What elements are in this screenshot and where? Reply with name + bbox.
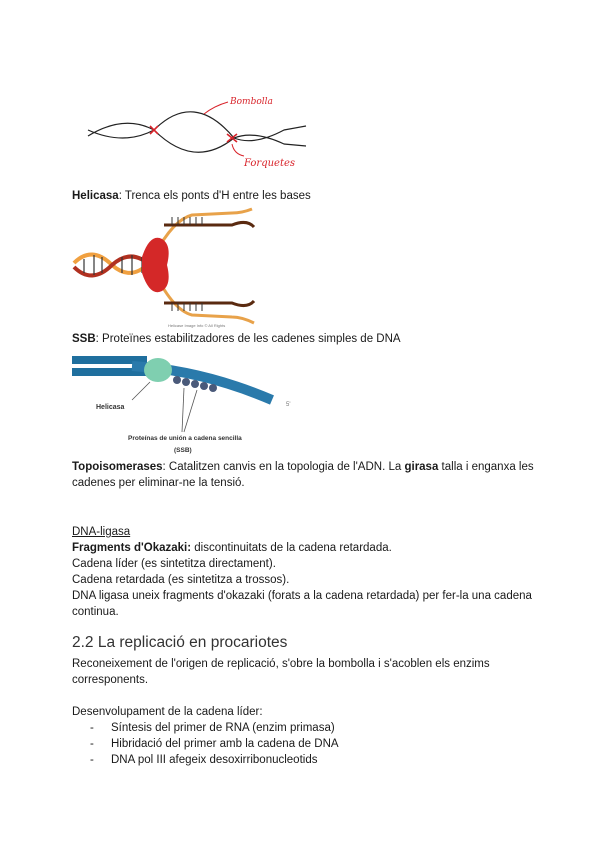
- helicasa-desc: : Trenca els ponts d'H entre les bases: [118, 190, 311, 202]
- ssb-desc: : Proteïnes estabilitzadores de les cadenes simples de DNA: [95, 333, 401, 345]
- replication-bubble-sketch: [84, 86, 314, 178]
- ligasa-function-line: DNA ligasa uneix fragments d'okazaki (forats a la cadena retardada) per fer-la una cadena continua.: [72, 590, 532, 618]
- okazaki-desc: discontinuitats de la cadena retardada.: [191, 542, 392, 554]
- bubble-label: Bombolla: [230, 97, 273, 107]
- leading-strand-line: Cadena líder (es sintetitza directament).: [72, 558, 276, 570]
- helicase-diagram: [72, 205, 272, 330]
- helicase-figure-caption: Helicase Image Info © All Rights: [168, 323, 226, 328]
- section-paragraph: Reconeixement de l'origen de replicació, s'obre la bombolla i s'acoblen els enzims corresponents.: [72, 658, 490, 686]
- topoisomerases-term: Topoisomerases: [72, 461, 163, 473]
- topoisomerases-definition: [72, 459, 542, 491]
- ssb-proteins-label: Proteínas de unión a cadena sencilla: [128, 435, 242, 442]
- dna-ligasa-title: DNA-ligasa: [72, 526, 131, 538]
- helicasa-label: Helicasa: [96, 404, 125, 411]
- ssb-diagram: [72, 348, 302, 458]
- helicasa-term: Helicasa: [72, 190, 119, 202]
- section-heading: 2.2 La replicació en procariotes: [72, 634, 288, 651]
- lagging-strand-line: Cadena retardada (es sintetitza a trossos).: [72, 574, 290, 586]
- list-item: - Síntesis del primer de RNA (enzim primasa): [90, 720, 339, 736]
- ssb-abbrev-label: (SSB): [174, 447, 192, 454]
- ssb-term: SSB: [72, 333, 96, 345]
- okazaki-term: Fragments d'Okazaki:: [72, 542, 192, 554]
- topo-desc-1: : Catalitzen canvis en la topologia de l'ADN. La: [162, 461, 405, 473]
- helicasa-definition: [72, 188, 311, 204]
- okazaki-definition: [72, 540, 392, 556]
- topo-desc-2: talla i enganxa les cadenes per eliminar-ne la tensió.: [72, 461, 534, 489]
- leading-strand-steps: [90, 720, 339, 768]
- girasa-term: girasa: [404, 461, 439, 473]
- fork-label: Forquetes: [244, 158, 296, 169]
- five-prime-label: 5': [286, 402, 291, 408]
- list-item: - DNA pol III afegeix desoxirribonucleotids: [90, 752, 339, 768]
- list-item: - Hibridació del primer amb la cadena de DNA: [90, 736, 339, 752]
- ssb-definition: [72, 331, 401, 347]
- leading-strand-intro: Desenvolupament de la cadena líder:: [72, 706, 263, 718]
